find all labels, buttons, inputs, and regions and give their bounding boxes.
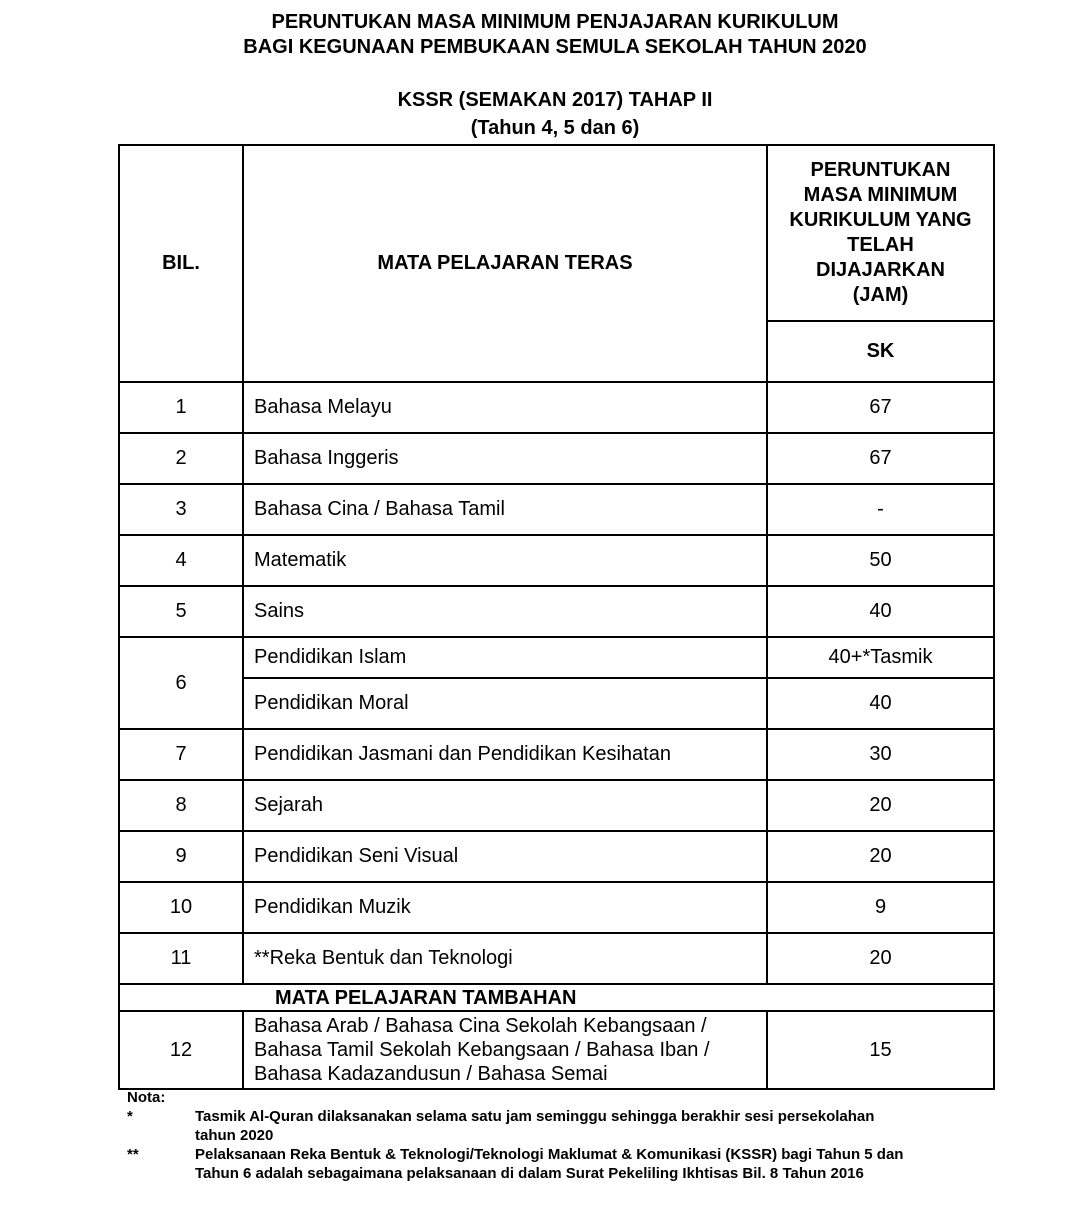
notes — [127, 1088, 1007, 1183]
header-allocation — [767, 145, 994, 321]
row-subject-line: Bahasa Arab / Bahasa Cina Sekolah Kebangsaan / — [254, 1015, 707, 1037]
note-item — [127, 1107, 1007, 1145]
row-subject: Pendidikan Islam — [243, 637, 767, 678]
note-item — [127, 1145, 1007, 1183]
row-subject-line: Bahasa Tamil Sekolah Kebangsaan / Bahasa Iban / — [254, 1039, 710, 1061]
note-mark: * — [127, 1108, 133, 1125]
row-value: 20 — [767, 933, 994, 984]
row-value: 40+*Tasmik — [767, 637, 994, 678]
header-allocation-line: MASA MINIMUM — [803, 184, 958, 206]
row-value: 9 — [767, 882, 994, 933]
document-title-line2: BAGI KEGUNAAN PEMBUKAAN SEMULA SEKOLAH TAHUN 2020 — [243, 36, 867, 58]
row-bil: 10 — [119, 882, 243, 933]
header-allocation-line: (JAM) — [852, 284, 909, 306]
row-bil: 1 — [119, 382, 243, 433]
header-allocation-line: DIJAJARKAN — [816, 259, 945, 281]
row-bil: 7 — [119, 729, 243, 780]
table-row — [119, 433, 994, 484]
row-subject: Bahasa Inggeris — [243, 433, 767, 484]
row-bil: 12 — [119, 1011, 243, 1089]
row-value: 15 — [767, 1011, 994, 1089]
row-bil: 2 — [119, 433, 243, 484]
row-subject: Pendidikan Seni Visual — [243, 831, 767, 882]
row-subject: Pendidikan Moral — [243, 678, 767, 729]
note-line: Tahun 6 adalah sebagaimana pelaksanaan di dalam Surat Pekeliling Ikhtisas Bil. 8 Tahun 2016 — [195, 1165, 864, 1182]
row-subject: Bahasa Melayu — [243, 382, 767, 433]
table-row — [119, 933, 994, 984]
allocation-table — [118, 144, 995, 1090]
header-allocation-line: KURIKULUM YANG — [789, 209, 972, 231]
header-allocation-line: PERUNTUKAN — [810, 159, 951, 181]
table-row — [119, 780, 994, 831]
row-subject: Pendidikan Muzik — [243, 882, 767, 933]
row-subject: Sains — [243, 586, 767, 637]
note-line: tahun 2020 — [195, 1127, 274, 1144]
row-subject-line: Bahasa Kadazandusun / Bahasa Semai — [254, 1063, 608, 1085]
row-value: 20 — [767, 780, 994, 831]
row-value: 67 — [767, 433, 994, 484]
row-bil: 8 — [119, 780, 243, 831]
table-row — [119, 729, 994, 780]
row-value: 20 — [767, 831, 994, 882]
header-bil: BIL. — [119, 145, 243, 382]
table-row — [119, 678, 994, 729]
document-subtitle-years: (Tahun 4, 5 dan 6) — [470, 117, 640, 139]
document-title-line1: PERUNTUKAN MASA MINIMUM PENJAJARAN KURIKULUM — [271, 11, 839, 33]
row-bil: 4 — [119, 535, 243, 586]
header-sk: SK — [767, 321, 994, 382]
note-line: Tasmik Al-Quran dilaksanakan selama satu jam seminggu sehingga berakhir sesi persekolahan — [195, 1108, 875, 1125]
row-bil: 3 — [119, 484, 243, 535]
row-subject: Matematik — [243, 535, 767, 586]
row-bil: 5 — [119, 586, 243, 637]
row-value: 50 — [767, 535, 994, 586]
table-row — [119, 831, 994, 882]
row-bil: 11 — [119, 933, 243, 984]
note-mark: ** — [127, 1146, 139, 1163]
row-subject: Pendidikan Jasmani dan Pendidikan Kesihatan — [243, 729, 767, 780]
table-row — [119, 1011, 994, 1089]
row-subject: Sejarah — [243, 780, 767, 831]
row-value: 67 — [767, 382, 994, 433]
row-subject: **Reka Bentuk dan Teknologi — [243, 933, 767, 984]
row-subject — [243, 1011, 767, 1089]
table-row — [119, 535, 994, 586]
table-row — [119, 882, 994, 933]
row-bil: 9 — [119, 831, 243, 882]
row-bil: 6 — [119, 637, 243, 729]
row-value: 40 — [767, 586, 994, 637]
table-row — [119, 382, 994, 433]
table-row — [119, 637, 994, 678]
row-value: 40 — [767, 678, 994, 729]
header-allocation-line: TELAH — [847, 234, 914, 256]
row-value: - — [767, 484, 994, 535]
table-row — [119, 484, 994, 535]
document-subtitle: KSSR (SEMAKAN 2017) TAHAP II — [397, 89, 713, 111]
row-value: 30 — [767, 729, 994, 780]
section-tambahan: MATA PELAJARAN TAMBAHAN — [119, 984, 994, 1011]
row-subject: Bahasa Cina / Bahasa Tamil — [243, 484, 767, 535]
table-row — [119, 586, 994, 637]
header-subject: MATA PELAJARAN TERAS — [243, 145, 767, 382]
notes-heading: Nota: — [127, 1089, 166, 1106]
note-line: Pelaksanaan Reka Bentuk & Teknologi/Teknologi Maklumat & Komunikasi (KSSR) bagi Tahun 5 dan — [195, 1146, 904, 1163]
